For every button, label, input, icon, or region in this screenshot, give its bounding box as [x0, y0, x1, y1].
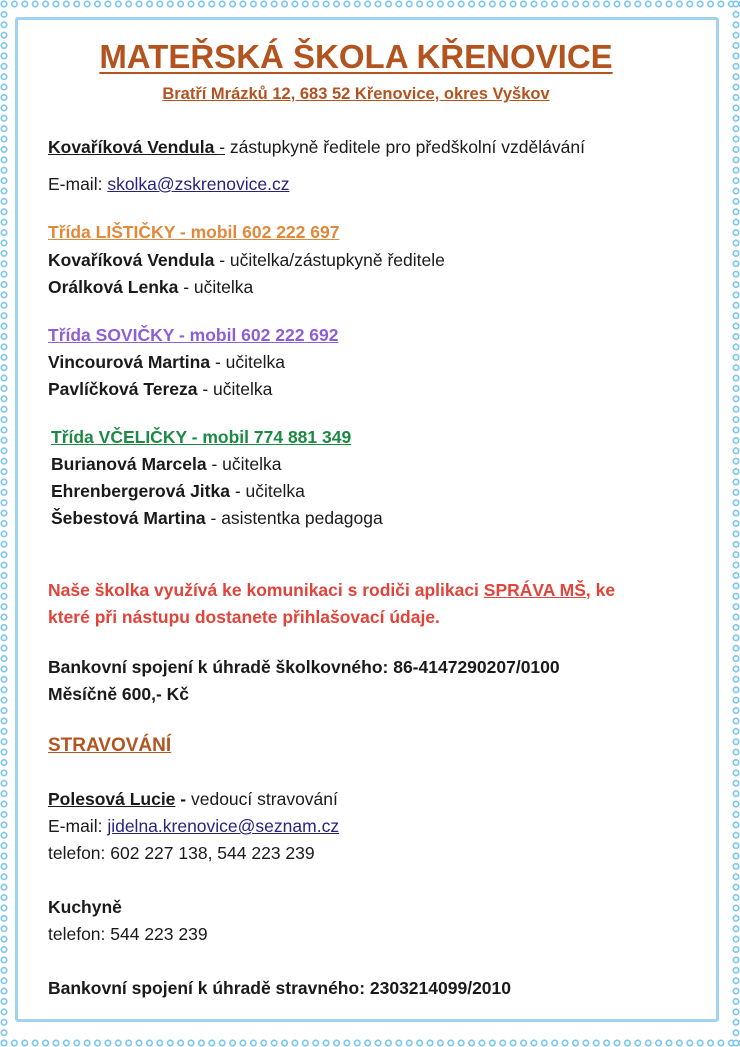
deputy-line [48, 137, 585, 158]
staff-row [48, 277, 253, 298]
staff-role: - učitelka/zástupkyně ředitele [214, 250, 445, 270]
app-name-link[interactable]: SPRÁVA MŠ [483, 580, 586, 600]
kitchen-phone: telefon: 544 223 239 [48, 924, 208, 944]
deputy-name: Kovaříková Vendula [48, 137, 220, 157]
class-listicky-heading: Třída LIŠTIČKY - mobil 602 222 697 [48, 222, 340, 242]
catering-manager-name: Polesová Lucie [48, 789, 176, 809]
school-address: Bratří Mrázků 12, 683 52 Křenovice, okres Vyškov [162, 85, 550, 103]
staff-role: - asistentka pedagoga [205, 508, 383, 528]
class-vcelicky-heading: Třída VČELIČKY - mobil 774 881 349 [51, 427, 352, 447]
deputy-email-link[interactable]: skolka@zskrenovice.cz [107, 174, 290, 194]
top-dotted-border [0, 0, 740, 8]
catering-email-link[interactable]: jidelna.krenovice@seznam.cz [107, 816, 340, 836]
staff-role: - učitelka [206, 454, 282, 474]
staff-role: - učitelka [178, 277, 254, 297]
staff-row [48, 250, 445, 271]
deputy-dash: - [219, 137, 226, 157]
notice-text: Naše školka využívá ke komunikaci s rodiči aplikaci [48, 580, 484, 600]
staff-name: Ehrenbergerová Jitka [51, 481, 230, 501]
catering-email-line [48, 816, 339, 837]
page-title: MATEŘSKÁ ŠKOLA KŘENOVICE [99, 38, 613, 75]
catering-manager-role: vedoucí stravování [186, 789, 338, 809]
bottom-dotted-border [0, 1039, 740, 1047]
catering-email-label: E-mail: [48, 816, 108, 836]
staff-role: - učitelka [197, 379, 273, 399]
deputy-role: zástupkyně ředitele pro předškolní vzdělávání [225, 137, 585, 157]
staff-name: Vincourová Martina [48, 352, 211, 372]
catering-heading: STRAVOVÁNÍ [48, 735, 172, 756]
left-dotted-border [0, 0, 8, 1047]
catering-bank-account: Bankovní spojení k úhradě stravného: 2303214099/2010 [48, 978, 511, 998]
catering-manager-dash: - [175, 789, 187, 809]
staff-row [48, 379, 272, 400]
deputy-email-line [48, 174, 289, 195]
class-sovicky-heading: Třída SOVIČKY - mobil 602 222 692 [48, 325, 339, 345]
staff-row [51, 454, 282, 475]
kindergarten-bank-account: Bankovní spojení k úhradě školkovného: 86-4147290207/0100 [48, 657, 560, 677]
staff-row [51, 481, 305, 502]
app-notice-line-1 [48, 580, 615, 601]
staff-name: Orálková Lenka [48, 277, 179, 297]
staff-row [51, 508, 383, 529]
monthly-fee: Měsíčně 600,- Kč [48, 684, 190, 704]
kitchen-label: Kuchyně [48, 897, 122, 917]
catering-phone: telefon: 602 227 138, 544 223 239 [48, 843, 315, 863]
deputy-email-label: E-mail: [48, 174, 108, 194]
staff-name: Pavlíčková Tereza [48, 379, 198, 399]
staff-role: - učitelka [210, 352, 285, 372]
staff-role: - učitelka [229, 481, 305, 501]
right-dotted-border [732, 0, 740, 1047]
catering-manager-line [48, 789, 338, 810]
notice-text: , ke [585, 580, 616, 600]
app-notice-line-2: které při nástupu dostanete přihlašovací údaje. [48, 607, 440, 627]
staff-name: Burianová Marcela [51, 454, 207, 474]
staff-name: Kovaříková Vendula [48, 250, 215, 270]
staff-row [48, 352, 285, 373]
staff-name: Šebestová Martina [51, 508, 206, 528]
